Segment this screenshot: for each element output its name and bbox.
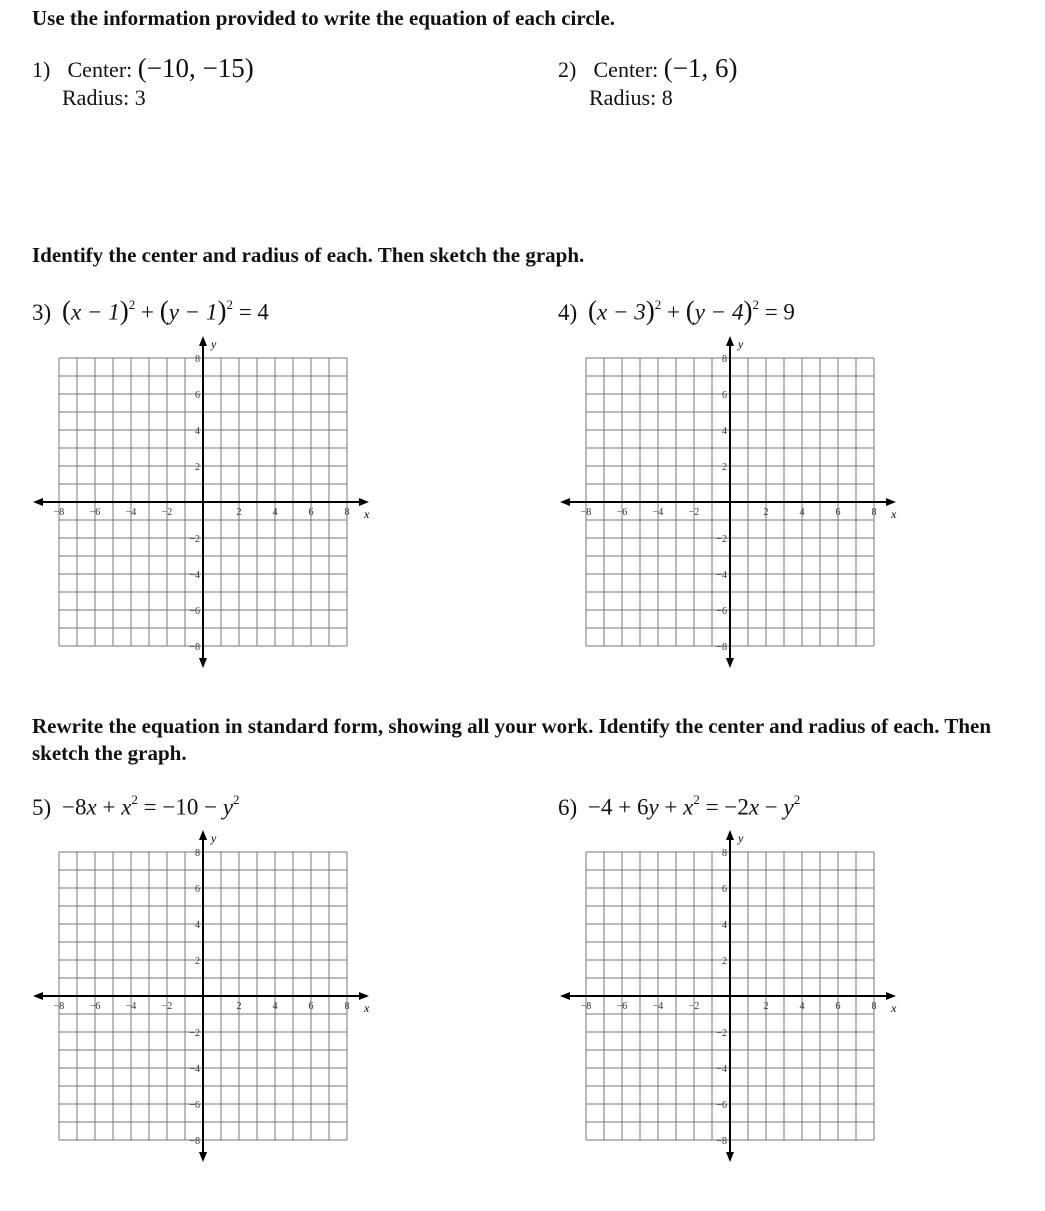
x-tick-label: −2 bbox=[161, 507, 173, 518]
x-tick-label: −6 bbox=[89, 1001, 101, 1012]
y-axis-label: y bbox=[211, 337, 217, 351]
problem-number: 1) bbox=[32, 57, 51, 82]
y-tick-label: −8 bbox=[189, 642, 200, 653]
y-tick-label: 4 bbox=[195, 426, 200, 437]
x-tick-label: −2 bbox=[161, 1001, 173, 1012]
section-heading-2: Identify the center and radius of each. Then sketch the graph. bbox=[32, 243, 585, 267]
section-heading-1: Use the information provided to write the equation of each circle. bbox=[32, 6, 616, 30]
x-axis-label: x bbox=[364, 1001, 370, 1015]
y-tick-label: 6 bbox=[722, 390, 727, 401]
x-axis-label: x bbox=[891, 507, 897, 521]
problem-number: 6) bbox=[558, 794, 578, 820]
problem-5-equation: $5) -8x + x^2 = -10 - y^2$ bbox=[32, 787, 240, 823]
y-tick-label: 8 bbox=[195, 848, 200, 859]
x-tick-label: 8 bbox=[871, 507, 877, 518]
x-tick-label: 2 bbox=[763, 507, 769, 518]
arrow-down-icon bbox=[726, 1152, 734, 1162]
arrow-right-icon bbox=[359, 498, 369, 506]
x-tick-label: −6 bbox=[616, 507, 628, 518]
y-tick-label: 4 bbox=[722, 426, 727, 437]
graph-3[interactable] bbox=[33, 336, 370, 668]
x-tick-label: 6 bbox=[835, 507, 841, 518]
x-tick-label: −4 bbox=[652, 507, 664, 518]
center-label: Center: bbox=[593, 57, 659, 82]
x-tick-label: 8 bbox=[344, 1001, 350, 1012]
x-tick-label: −2 bbox=[688, 507, 700, 518]
x-tick-label: 8 bbox=[344, 507, 350, 518]
y-tick-label: −6 bbox=[716, 1100, 727, 1111]
problem-number: 3) bbox=[32, 299, 52, 325]
y-tick-label: 2 bbox=[195, 462, 200, 473]
y-tick-label: 2 bbox=[722, 462, 727, 473]
y-tick-label: 6 bbox=[195, 390, 200, 401]
y-tick-label: −4 bbox=[189, 1064, 200, 1075]
x-tick-label: 4 bbox=[272, 507, 278, 518]
center-value: (−10, −15) bbox=[137, 53, 254, 83]
y-tick-label: −4 bbox=[189, 570, 200, 581]
problem-number: 4) bbox=[558, 299, 578, 325]
radius-label-1: Radius: 3 bbox=[62, 85, 146, 110]
y-tick-label: 8 bbox=[195, 354, 200, 365]
x-tick-label: 2 bbox=[236, 1001, 242, 1012]
problem-number: 5) bbox=[32, 794, 52, 820]
x-tick-label: 4 bbox=[799, 507, 805, 518]
arrow-up-icon bbox=[199, 336, 207, 346]
graph-5[interactable] bbox=[33, 830, 370, 1162]
y-tick-label: −8 bbox=[716, 1136, 727, 1147]
graph-6[interactable] bbox=[560, 830, 897, 1162]
x-tick-label: 4 bbox=[799, 1001, 805, 1012]
y-tick-label: −6 bbox=[189, 606, 200, 617]
y-tick-label: −2 bbox=[716, 534, 727, 545]
arrow-up-icon bbox=[726, 336, 734, 346]
y-tick-label: 2 bbox=[195, 956, 200, 967]
x-tick-label: −6 bbox=[616, 1001, 628, 1012]
x-tick-label: 2 bbox=[236, 507, 242, 518]
y-tick-label: −4 bbox=[716, 570, 727, 581]
y-tick-label: −2 bbox=[716, 1028, 727, 1039]
y-tick-label: 8 bbox=[722, 848, 727, 859]
y-tick-label: −6 bbox=[189, 1100, 200, 1111]
y-tick-label: −2 bbox=[189, 534, 200, 545]
arrow-down-icon bbox=[199, 1152, 207, 1162]
radius-label-2: Radius: 8 bbox=[589, 85, 673, 110]
x-tick-label: −4 bbox=[125, 507, 137, 518]
x-tick-label: 6 bbox=[308, 1001, 314, 1012]
center-label: Center: bbox=[67, 57, 133, 82]
problem-6-equation: $6) -4 + 6y + x^2 = -2x - y^2$ bbox=[558, 787, 800, 823]
x-axis-label: x bbox=[891, 1001, 897, 1015]
y-tick-label: 2 bbox=[722, 956, 727, 967]
x-tick-label: −4 bbox=[652, 1001, 664, 1012]
arrow-right-icon bbox=[359, 992, 369, 1000]
arrow-down-icon bbox=[726, 658, 734, 668]
arrow-right-icon bbox=[886, 992, 896, 1000]
y-axis-label: y bbox=[738, 831, 744, 845]
y-axis-label: y bbox=[211, 831, 217, 845]
x-tick-label: 6 bbox=[835, 1001, 841, 1012]
arrow-up-icon bbox=[199, 830, 207, 840]
y-tick-label: −8 bbox=[189, 1136, 200, 1147]
x-tick-label: 4 bbox=[272, 1001, 278, 1012]
section-heading-3: Rewrite the equation in standard form, showing all your work. Identify the center and radius of each. Then sketch the graph. bbox=[32, 714, 992, 765]
problem-4-equation: 4) $(x - 3)^2 + (y - 4)^2 = 9$ bbox=[558, 295, 795, 326]
arrow-left-icon bbox=[33, 992, 43, 1000]
x-tick-label: −4 bbox=[125, 1001, 137, 1012]
y-tick-label: −2 bbox=[189, 1028, 200, 1039]
graph-4[interactable] bbox=[560, 336, 897, 668]
y-tick-label: −6 bbox=[716, 606, 727, 617]
y-tick-label: 6 bbox=[195, 884, 200, 895]
y-tick-label: 8 bbox=[722, 354, 727, 365]
y-tick-label: 4 bbox=[195, 920, 200, 931]
arrow-down-icon bbox=[199, 658, 207, 668]
y-axis-label: y bbox=[738, 337, 744, 351]
arrow-up-icon bbox=[726, 830, 734, 840]
y-tick-label: −8 bbox=[716, 642, 727, 653]
y-tick-label: 6 bbox=[722, 884, 727, 895]
arrow-left-icon bbox=[560, 498, 570, 506]
y-tick-label: −4 bbox=[716, 1064, 727, 1075]
problem-number: 2) bbox=[558, 57, 577, 82]
x-tick-label: −6 bbox=[89, 507, 101, 518]
x-axis-label: x bbox=[364, 507, 370, 521]
x-tick-label: 8 bbox=[871, 1001, 877, 1012]
x-tick-label: −8 bbox=[53, 1001, 65, 1012]
center-value: (−1, 6) bbox=[663, 53, 738, 83]
arrow-left-icon bbox=[33, 498, 43, 506]
x-tick-label: 2 bbox=[763, 1001, 769, 1012]
x-tick-label: 6 bbox=[308, 507, 314, 518]
arrow-right-icon bbox=[886, 498, 896, 506]
x-tick-label: −8 bbox=[580, 507, 592, 518]
x-tick-label: −8 bbox=[580, 1001, 592, 1012]
x-tick-label: −2 bbox=[688, 1001, 700, 1012]
problem-3-equation: 3) $(x - 1)^2 + (y - 1)^2 = 4$ bbox=[32, 295, 269, 326]
x-tick-label: −8 bbox=[53, 507, 65, 518]
y-tick-label: 4 bbox=[722, 920, 727, 931]
arrow-left-icon bbox=[560, 992, 570, 1000]
